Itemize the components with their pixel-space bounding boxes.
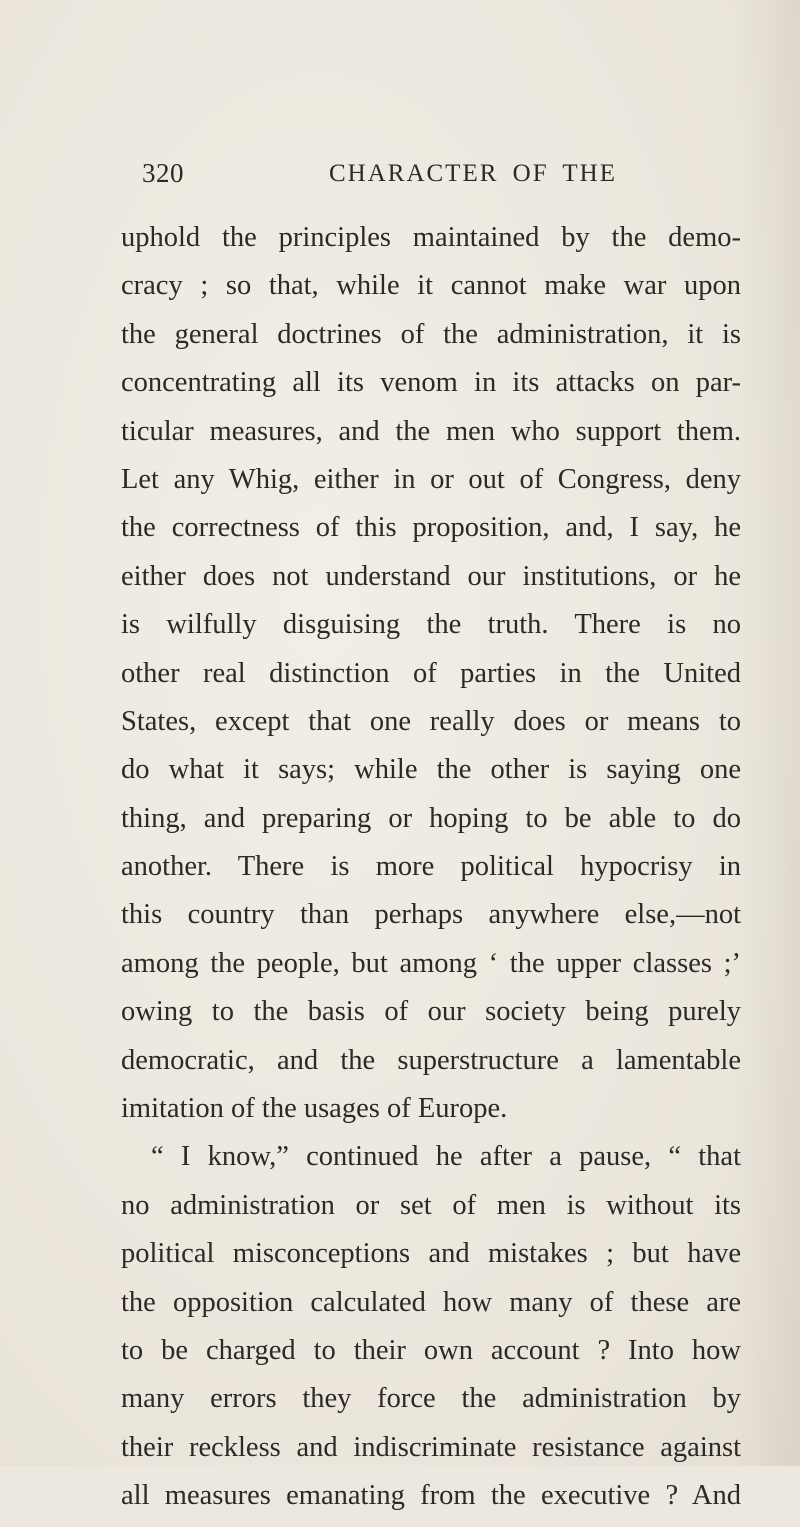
text-line: imitation of the usages of Europe. (121, 1093, 508, 1125)
text-line: concentrating all its venom in its attacks on par- (121, 367, 741, 399)
text-line: either does not understand our institutions, or he (121, 560, 741, 592)
text-line: States, except that one really does or means to (121, 705, 741, 737)
text-line: other real distinction of parties in the United (121, 657, 741, 689)
text-line: political misconceptions and mistakes ; but have (121, 1238, 741, 1270)
page-number: 320 (142, 158, 184, 188)
running-head (142, 158, 742, 198)
text-line: the general doctrines of the administration, it is (121, 318, 741, 350)
text-line: democratic, and the superstructure a lamentable (121, 1044, 741, 1076)
running-title: CHARACTER OF THE (329, 160, 618, 187)
text-line: their reckless and indiscriminate resistance against (121, 1431, 741, 1463)
text-line: many errors they force the administration by (121, 1383, 741, 1415)
text-line: another. There is more political hypocrisy in (121, 851, 741, 883)
text-line: thing, and preparing or hoping to be able to do (121, 802, 741, 834)
text-line: the correctness of this proposition, and, I say, he (121, 512, 741, 544)
text-line: cracy ; so that, while it cannot make war upon (121, 270, 741, 302)
text-line: no administration or set of men is without its (121, 1189, 741, 1221)
text-line: the opposition calculated how many of these are (121, 1286, 741, 1318)
text-line: all measures emanating from the executive ? And (121, 1480, 741, 1512)
text-line: among the people, but among ‘ the upper classes ;’ (121, 947, 741, 979)
text-line: owing to the basis of our society being purely (121, 996, 741, 1028)
text-line: this country than perhaps anywhere else,—not (121, 899, 741, 931)
text-line: do what it says; while the other is saying one (121, 754, 741, 786)
text-line: to be charged to their own account ? Into how (121, 1334, 741, 1366)
text-line: is wilfully disguising the truth. There is no (121, 609, 741, 641)
text-line: uphold the principles maintained by the demo- (121, 222, 741, 253)
body-text (121, 220, 741, 1527)
text-line: ticular measures, and the men who support them. (121, 415, 741, 447)
text-line: Let any Whig, either in or out of Congress, deny (121, 463, 741, 495)
text-line: “ I know,” continued he after a pause, “ that (151, 1141, 741, 1173)
